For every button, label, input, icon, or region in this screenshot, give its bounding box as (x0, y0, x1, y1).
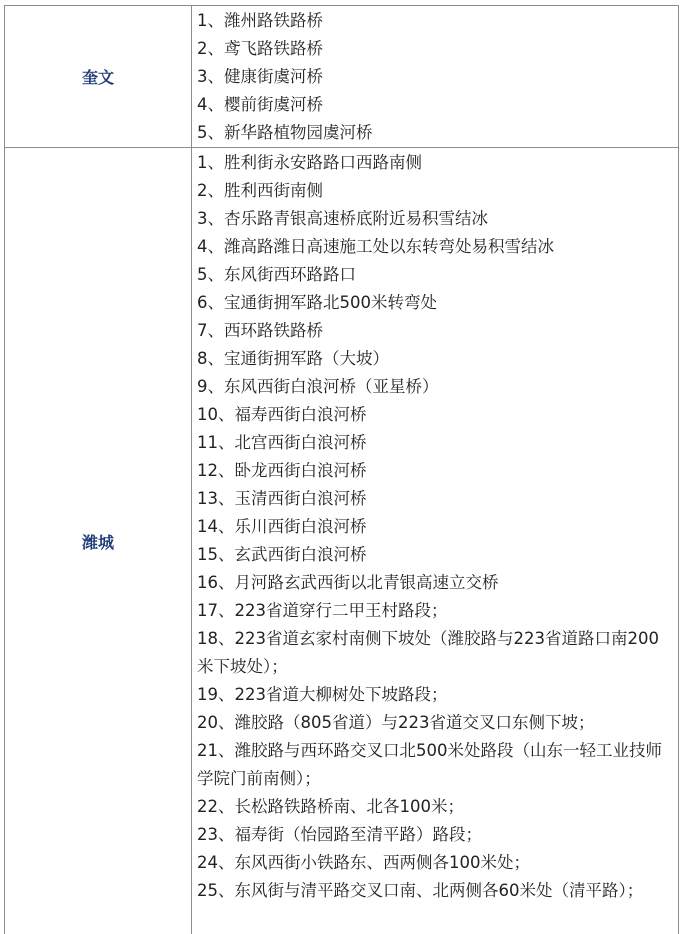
list-item: 16、月河路玄武西街以北青银高速立交桥 (197, 569, 674, 597)
list-item: 12、卧龙西街白浪河桥 (197, 457, 674, 485)
list-item: 18、223省道玄家村南侧下坡处（潍胶路与223省道路口南200米下坡处）； (197, 625, 674, 681)
list-item: 15、玄武西街白浪河桥 (197, 541, 674, 569)
table-row (5, 148, 679, 934)
list-item: 13、玉清西街白浪河桥 (197, 485, 674, 513)
district-cell (5, 6, 192, 148)
list-item: 4、樱前街虞河桥 (197, 91, 674, 119)
list-item: 24、东风西街小铁路东、西两侧各100米处； (197, 849, 674, 877)
list-item: 6、宝通街拥军路北500米转弯处 (197, 289, 674, 317)
list-item: 21、潍胶路与西环路交叉口北500米处路段（山东一轻工业技师学院门前南侧）； (197, 737, 674, 793)
list-item: 10、福寿西街白浪河桥 (197, 401, 674, 429)
list-item: 1、潍州路铁路桥 (197, 7, 674, 35)
list-item: 5、东风街西环路路口 (197, 261, 674, 289)
list-item: 20、潍胶路（805省道）与223省道交叉口东侧下坡； (197, 709, 674, 737)
district-name: 奎文 (82, 68, 114, 87)
list-item: 7、西环路铁路桥 (197, 317, 674, 345)
list-item: 9、东风西街白浪河桥（亚星桥） (197, 373, 674, 401)
list-item: 11、北宫西街白浪河桥 (197, 429, 674, 457)
district-name: 潍城 (82, 533, 114, 552)
list-item: 14、乐川西街白浪河桥 (197, 513, 674, 541)
list-item: 3、杏乐路青银高速桥底附近易积雪结冰 (197, 205, 674, 233)
list-item: 17、223省道穿行二甲王村路段； (197, 597, 674, 625)
list-item: 2、胜利西街南侧 (197, 177, 674, 205)
list-item: 8、宝通街拥军路（大坡） (197, 345, 674, 373)
list-item: 5、新华路植物园虞河桥 (197, 119, 674, 147)
list-item: 22、长松路铁路桥南、北各100米； (197, 793, 674, 821)
items-cell (192, 148, 679, 934)
table-row (5, 6, 679, 148)
road-hazard-table (4, 5, 679, 934)
district-cell (5, 148, 192, 934)
list-item: 1、胜利街永安路路口西路南侧 (197, 149, 674, 177)
list-item: 4、潍高路潍日高速施工处以东转弯处易积雪结冰 (197, 233, 674, 261)
list-item: 19、223省道大柳树处下坡路段； (197, 681, 674, 709)
items-cell (192, 6, 679, 148)
list-item: 23、福寿街（怡园路至清平路）路段； (197, 821, 674, 849)
list-item: 25、东风街与清平路交叉口南、北两侧各60米处（清平路）； (197, 877, 674, 905)
list-item: 3、健康街虞河桥 (197, 63, 674, 91)
list-item: 2、鸢飞路铁路桥 (197, 35, 674, 63)
